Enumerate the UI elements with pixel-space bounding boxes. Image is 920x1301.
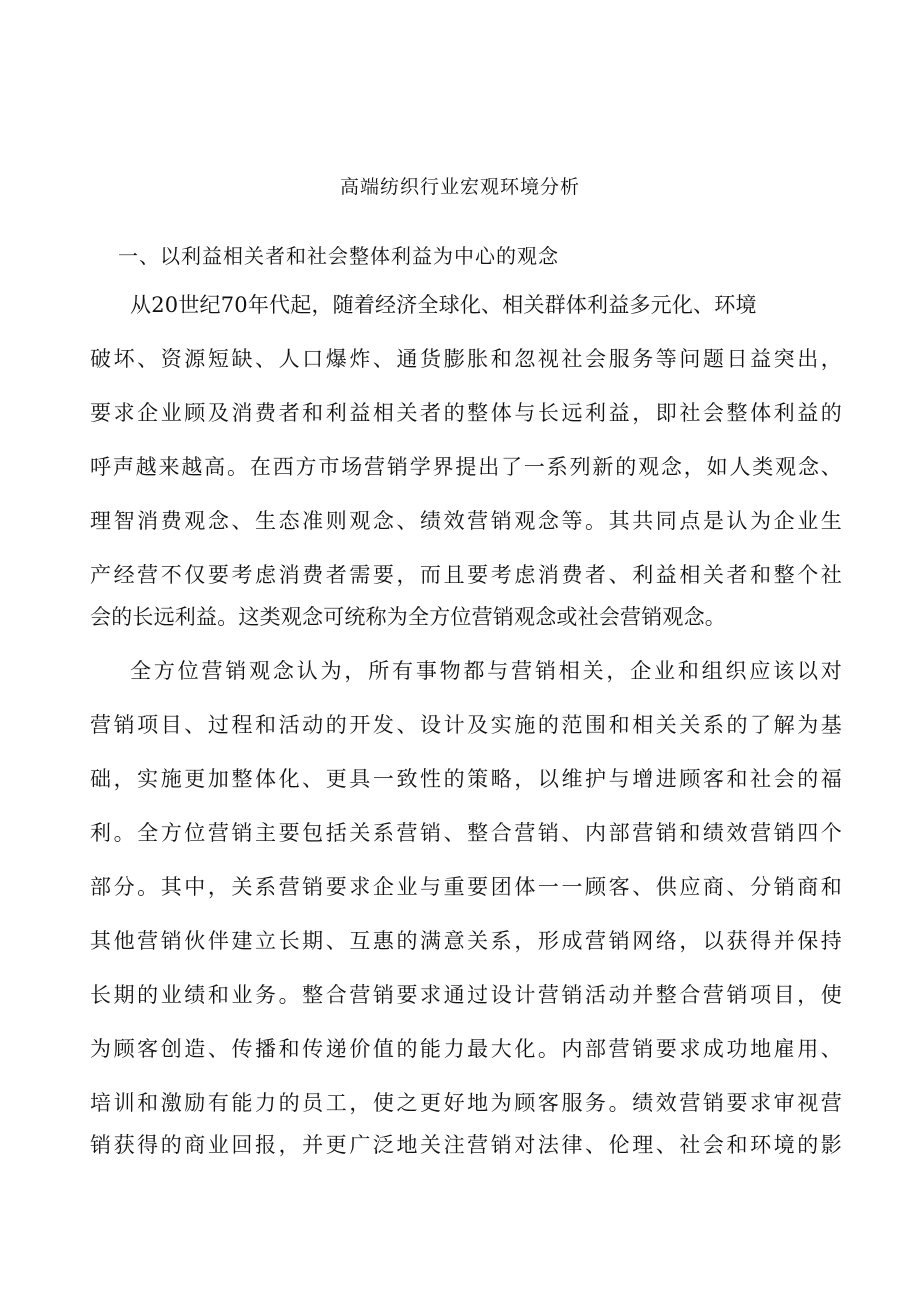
section-heading: 一、以利益相关者和社会整体利益为中心的观念 (118, 244, 559, 268)
paragraph-line: 产经营不仅要考虑消费者需要，而且要考虑消费者、利益相关者和整个社 (90, 563, 842, 587)
document-title: 高端纺织行业宏观环境分析 (339, 176, 580, 198)
paragraph-line: 要求企业顾及消费者和利益相关者的整体与长远利益，即社会整体利益的 (90, 401, 842, 425)
paragraph-line: 理智消费观念、生态准则观念、绩效营销观念等。其共同点是认为企业生 (90, 509, 842, 533)
paragraph-line: 会的长远利益。这类观念可统称为全方位营销观念或社会营销观念。 (90, 605, 726, 629)
paragraph-line: 其他营销伙伴建立长期、互惠的满意关系，形成营销网络，以获得并保持 (90, 929, 842, 953)
paragraph-line: 为顾客创造、传播和传递价值的能力最大化。内部营销要求成功地雇用、 (90, 1037, 842, 1061)
paragraph-line: 培训和激励有能力的员工，使之更好地为顾客服务。绩效营销要求审视营 (90, 1091, 842, 1115)
paragraph-line: 破坏、资源短缺、人口爆炸、通货膨胀和忽视社会服务等问题日益突出， (90, 347, 842, 371)
paragraph-line: 础，实施更加整体化、更具一致性的策略，以维护与增进顾客和社会的福 (90, 767, 842, 791)
paragraph-line: 利。全方位营销主要包括关系营销、整合营销、内部营销和绩效营销四个 (90, 821, 842, 845)
paragraph-line: 从20世纪70年代起，随着经济全球化、相关群体利益多元化、环境 (130, 293, 757, 317)
paragraph-line: 部分。其中，关系营销要求企业与重要团体一一顾客、供应商、分销商和 (90, 875, 842, 899)
paragraph-line: 长期的业绩和业务。整合营销要求通过设计营销活动并整合营销项目，使 (90, 983, 842, 1007)
paragraph-line: 营销项目、过程和活动的开发、设计及实施的范围和相关关系的了解为基 (90, 713, 842, 737)
paragraph-line: 销获得的商业回报，并更广泛地关注营销对法律、伦理、社会和环境的影 (90, 1133, 842, 1157)
paragraph-line: 全方位营销观念认为，所有事物都与营销相关，企业和组织应该以对 (130, 659, 842, 683)
paragraph-line: 呼声越来越高。在西方市场营销学界提出了一系列新的观念，如人类观念、 (90, 455, 842, 479)
